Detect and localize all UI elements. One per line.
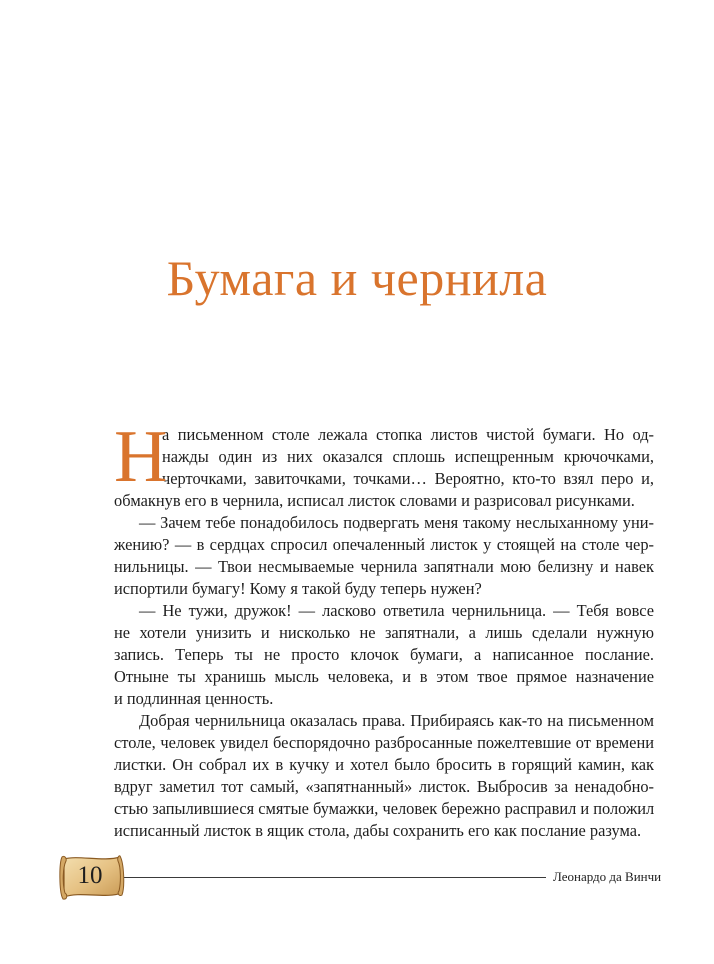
text-line: и подлинная ценность. (114, 689, 274, 708)
body-text (114, 416, 655, 842)
text-line: обмакнув его в чернила, исписал листок словами и разрисовал рисунками. (114, 491, 635, 510)
text-line: — Зачем тебе понадобилось подвергать меня такому неслыханному уни- (139, 513, 654, 532)
page-number: 10 (77, 862, 103, 889)
paragraph-4 (114, 710, 654, 842)
text-line: Добрая чернильница оказалась права. Прибираясь как-то на письменном (139, 711, 654, 730)
text-line: Отныне ты хранишь мысль человека, и в этом твое прямое назначение (114, 667, 654, 686)
paragraph-1 (114, 416, 654, 512)
text-line: а письменном столе лежала стопка листов чистой бумаги. Но од- (162, 425, 654, 444)
text-line: листки. Он собрал их в кучку и хотел было бросить в горящий камин, как (114, 755, 654, 774)
text-line: стью запылившиеся смятые бумажки, человек бережно расправил и положил (114, 799, 655, 818)
text-line: исписанный листок в ящик стола, дабы сохранить его как послание разума. (114, 821, 642, 840)
text-line: не хотели унизить и нисколько не запятнали, а лишь сделали нужную (114, 623, 654, 642)
text-line: — Не тужи, дружок! — ласково ответила чернильница. — Тебя вовсе (139, 601, 654, 620)
text-line: жению? — в сердцах спросил опечаленный листок у стоящей на столе чер- (114, 535, 654, 554)
text-line: запись. Теперь ты не просто клочок бумаги, а написанное послание. (114, 645, 654, 664)
paragraph-2 (114, 512, 654, 600)
text-line: столе, человек увидел беспорядочно разбросанные пожелтевшие от времени (114, 733, 654, 752)
footer-rule (118, 877, 546, 878)
text-line: нильницы. — Твои несмываемые чернила запятнали мою белизну и навек (114, 557, 654, 576)
text-line: испортили бумагу! Кому я такой буду теперь нужен? (114, 579, 482, 598)
drop-cap: Н (114, 416, 168, 498)
paragraph-3 (114, 600, 654, 710)
chapter-title: Бумага и чернила (166, 250, 548, 306)
text-line: черточками, завиточками, точками… Вероятно, кто-то взял перо и, (162, 469, 654, 488)
footer-author: Леонардо да Винчи (553, 869, 662, 884)
text-line: вдруг заметил тот самый, «запятнанный» листок. Выбросив за ненадобно- (114, 777, 654, 796)
text-line: нажды один из них оказался сплошь испещренным крючочками, (162, 447, 654, 466)
